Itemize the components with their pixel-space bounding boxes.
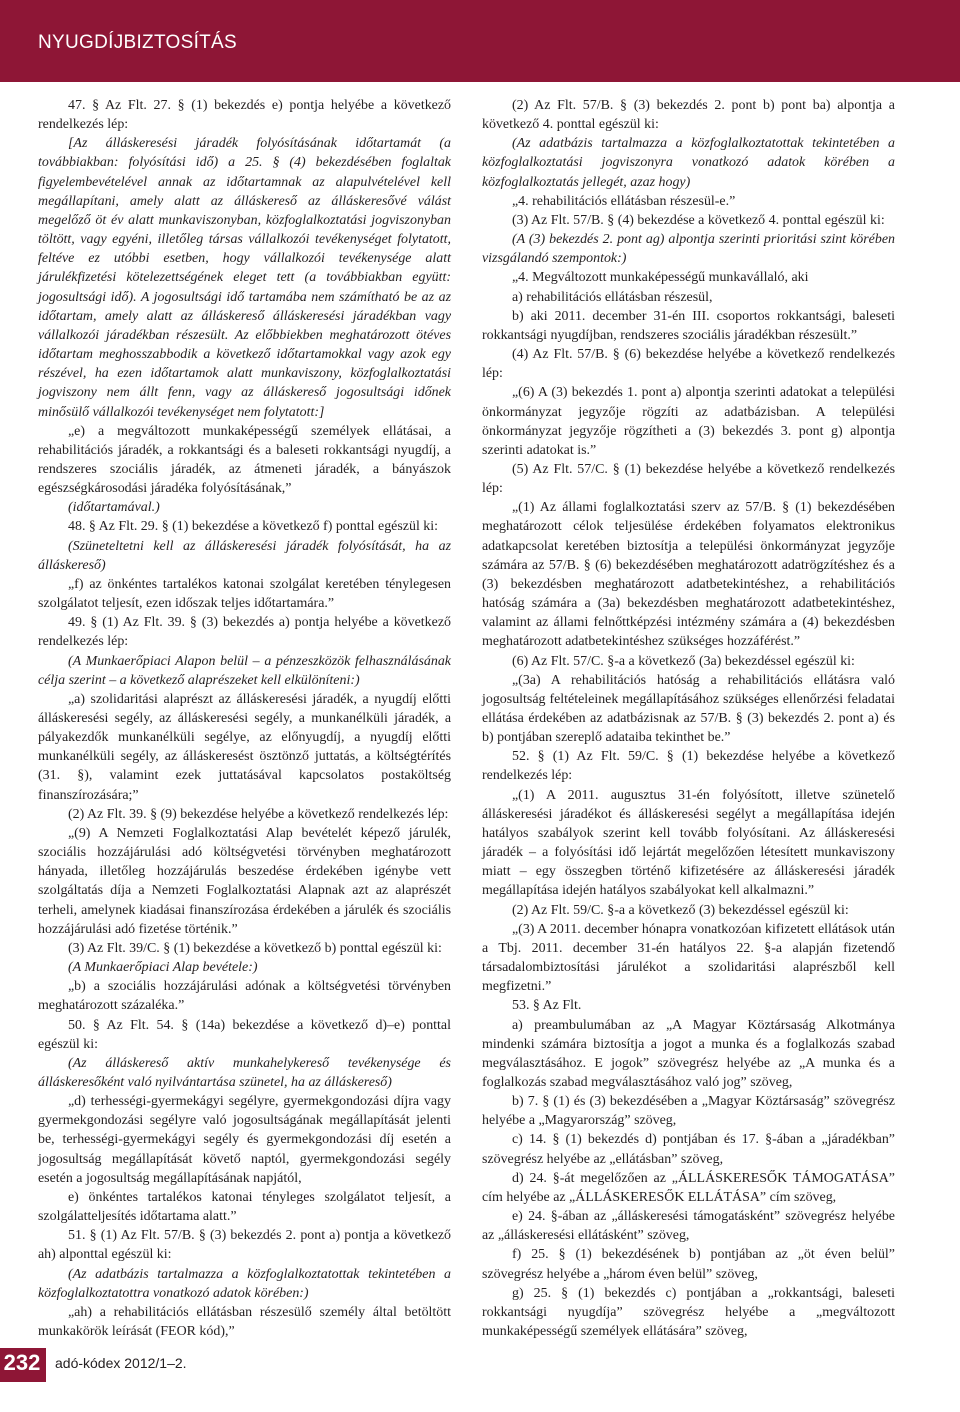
paragraph: 48. § Az Flt. 29. § (1) bekezdése a következő f) ponttal egészül ki:: [68, 519, 439, 535]
paragraph: e) önkéntes tartalékos katonai tényleges szolgálatot teljesít, a szolgálatteljesítés időtartama alatt.”: [38, 1189, 451, 1225]
paragraph: „f) az önkéntes tartalékos katonai szolgálat keretében ténylegesen szolgálatot teljesít, ezen időszak teljes időtartamára.”: [38, 576, 451, 612]
page-number: 232: [3, 1350, 41, 1375]
paragraph: (Az adatbázis tartalmazza a közfoglalkoztatottak tekintetében a közfoglalkoztatási jogviszonyra vonatkozó adatok körében a közfoglalkoztatás jellegét, azaz hogy): [482, 136, 895, 190]
paragraph: (2) Az Flt. 39. § (9) bekezdése helyébe a következő rendelkezés lép:: [68, 806, 449, 822]
paragraph: 49. § (1) Az Flt. 39. § (3) bekezdés a) pontja helyébe a következő rendelkezés lép:: [38, 615, 451, 650]
paragraph: (Az álláskereső aktív munkahelykereső tevékenysége és álláskeresőként való nyilvántartása szünetel, ha az álláskereső): [38, 1055, 451, 1090]
paragraph: d) 24. §-át megelőzően az „ÁLLÁSKERESŐK TÁMOGATÁSA” cím helyébe az „ÁLLÁSKERESŐK ELLÁTÁSA” cím szöveg,: [482, 1170, 895, 1205]
paragraph: (Szüneteltetni kell az álláskeresési járadék folyósítását, ha az álláskereső): [38, 538, 451, 573]
paragraph: (A Munkaerőpiaci Alap bevétele:): [68, 960, 258, 976]
paragraph: (2) Az Flt. 59/C. §-a a következő (3) bekezdéssel egészül ki:: [512, 902, 849, 918]
paragraph: „(3) A 2011. december hónapra vonatkozóan kifizetett ellátások után a Tbj. 2011. december 31-én hatályos 22. §-a alapján fizetendő társadalombiztosítási járulékot a szolidaritási alaprészből kell megfizetni.”: [482, 921, 896, 995]
text-column-right: [482, 96, 895, 1341]
paragraph: [Az álláskeresési járadék folyósításának időtartamát (a továbbiakban: folyósítási idő) a 25. § (4) bekezdésében foglaltak figyelembevételével annak az időtartamnak az alapulvételével kell megállapítani, amely alatt az álláskereső az álláskeresővé válást megelőző öt év alatt munkaviszonyban, közfoglalkoztatási jogviszonyban töltött, vagy egyéni, illetőleg társas vállalkozói tevékenységet folytatott, feltéve ez utóbbi esetben, hogy vállalkozói tevékenysége alatt járulékfizetési kötelezettségének eleget tett (a továbbiakban együtt: jogosultsági idő). A jogosultsági idő tartamába nem számítható be az az időtartam, amely alatt az álláskereső álláskeresési járadékban vagy vállalkozói járadékban részesült. Az előbbiekben meghatározott ötéves időtartam meghosszabbodik a következő időtartamokkal vagy azok egy részével, ha ezen időtartamok alatt munkaviszony, közfoglalkoztatási jogviszony nem állt fenn, vagy az álláskereső jogosultsági időnek minősülő vállalkozói tevékenységet nem folytatott:]: [38, 136, 451, 420]
paragraph: „e) a megváltozott munkaképességű személyek ellátásai, a rehabilitációs járadék, a rokkantsági és a baleseti rokkantsági nyugdíj, a rendszeres szociális járadék, az átmeneti járadék, a bányászok egészségkárosodási járadéka folyósításának,”: [38, 423, 451, 497]
paragraph: 52. § (1) Az Flt. 59/C. § (1) bekezdése helyébe a következő rendelkezés lép:: [482, 749, 895, 784]
paragraph: „(3a) A rehabilitációs hatóság a rehabilitációs ellátásra való jogosultság feltételeinek megállapításához szükséges ellenőrzési feladatai ellátása érdekében az adatbázisnak az 57/B. § (3) bekezdés 2. pont a) és b) pontjában szereplő adataiba tekinthet be.”: [482, 672, 895, 746]
paragraph: „ah) a rehabilitációs ellátásban részesülő személy által betöltött munkakörök leírását (FEOR kód),”: [38, 1304, 451, 1339]
paragraph: „(1) A 2011. augusztus 31-én folyósított, illetve szünetelő álláskeresési járadékot és álláskeresési segélyt a megállapítása idején hatályos szabályok szerint kell tovább folyósítani. Az álláskeresési járadék – a folyósítási idő lejártát megelőzően létesített munkaviszony miatt – egy összegben történő kifizetésére az álláskeresési járadék megállapítása idején hatályos szabályokat kell alkalmazni.”: [482, 787, 895, 899]
paragraph: 47. § Az Flt. 27. § (1) bekezdés e) pontja helyébe a következő rendelkezés lép:: [38, 98, 451, 133]
text-column-left: [38, 96, 451, 1341]
paragraph: „(1) Az állami foglalkoztatási szerv az 57/B. § (1) bekezdésében meghatározott célok teljesülése érdekében folyamatos elektronikus adatkapcsolat keretében biztosítja a települési önkormányzat jegyzője számára az 57/B. § (6) bekezdésében meghatározott adatrögzítéshez és a (3) bekezdésben meghatározott adatbetekintéshez, a rehabilitációs hatóság számára a (3a) bekezdésben meghatározott adatbetekintéshez, valamint az állami felnőttképzési intézmény számára a (4) bekezdésben meghatározott adatbetekintéshez szükséges hozzáférést.”: [482, 500, 895, 650]
paragraph: „4. rehabilitációs ellátásban részesül-e.”: [512, 193, 736, 209]
paragraph: „b) a szociális hozzájárulási adónak a költségvetési törvényben meghatározott százaléka.”: [38, 979, 451, 1014]
publication-name: adó-kódex 2012/1–2.: [55, 1355, 187, 1371]
paragraph: „a) szolidaritási alaprészt az álláskeresési járadék, a nyugdíj előtti álláskeresési segély, az álláskeresési segély, a munkanélküli járadék, a pályakezdők munkanélküli segélye, az előnyugdíj, a nyugdíj előtti munkanélküli segély, az álláskeresést ösztönző juttatás, a költségtérítés (31. §), valamint ezek juttatásával kapcsolatos postaköltség finanszírozására;”: [38, 691, 451, 803]
paragraph: (6) Az Flt. 57/C. §-a a következő (3a) bekezdéssel egészül ki:: [512, 653, 855, 669]
paragraph: 51. § (1) Az Flt. 57/B. § (3) bekezdés 2. pont a) pontja a következő ah) alponttal egészül ki:: [38, 1228, 451, 1263]
page-header: [0, 0, 960, 82]
paragraph: e) 24. §-ában az „álláskeresési támogatásként” szövegrész helyébe az „álláskeresési ellátásként” szöveg,: [482, 1209, 895, 1244]
paragraph: „(6) A (3) bekezdés 1. pont a) alpontja szerinti adatokat a települési önkormányzat jegyzője rögzíti az adatbázisban. A települési önkormányzat jegyzője rögzítheti a (3) bekezdés 3. pont g) alpontja szerinti adatokat is.”: [482, 385, 895, 458]
paragraph: „4. Megváltozott munkaképességű munkavállaló, aki: [512, 270, 809, 286]
paragraph: (időtartamával.): [68, 500, 160, 516]
paragraph: (3) Az Flt. 39/C. § (1) bekezdése a következő b) ponttal egészül ki:: [68, 940, 442, 956]
paragraph: 50. § Az Flt. 54. § (14a) bekezdése a következő d)–e) ponttal egészül ki:: [38, 1017, 451, 1052]
paragraph: (A (3) bekezdés 2. pont ag) alpontja szerinti prioritási szint körében vizsgálandó szempontok:): [482, 232, 895, 267]
paragraph: a) preambulumában az „A Magyar Köztársaság Alkotmánya mindenki számára biztosítja a jogot a munka és a foglalkozás szabad megválasztásához. E jogok” szövegrész helyébe az „A munka és a foglalkozás szabad megválasztásához való jog” szöveg,: [482, 1017, 895, 1090]
paragraph: 53. § Az Flt.: [512, 998, 582, 1014]
paragraph: a) rehabilitációs ellátásban részesül,: [512, 289, 713, 305]
paragraph: g) 25. § (1) bekezdés c) pontjában a „rokkantsági, baleseti rokkantsági nyugdíja” szövegrész helyébe a „megváltozott munkaképességű személyek ellátására” szöveg,: [482, 1285, 895, 1339]
paragraph: „(9) A Nemzeti Foglalkoztatási Alap bevételét képező járulék, szociális hozzájárulási adó költségvetési törvényben meghatározott hányada, illetőleg hozzájárulás beszedése érdekében igénybe vett szolgáltatás díja a Nemzeti Foglalkoztatási Alapnak azt az alaprészét terheli, amelynek kiadásai finanszírozása érdekében a járulék és szociális hozzájárulási adó fizetése történik.”: [38, 825, 451, 937]
paragraph: (5) Az Flt. 57/C. § (1) bekezdése helyébe a következő rendelkezés lép:: [482, 461, 895, 497]
paragraph: (2) Az Flt. 57/B. § (3) bekezdés 2. pont b) pont ba) alpontja a következő 4. ponttal egészül ki:: [482, 98, 895, 133]
section-title: NYUGDÍJBIZTOSÍTÁS: [38, 32, 237, 53]
paragraph: „d) terhességi-gyermekágyi segélyre, gyermekgondozási díjra vagy gyermekgondozási segélyre való jogosultságának megállapítását jelenti be, terhességi-gyermekágyi segély és gyermekgondozási díj esetén a jogosultság megállapítását követő naptól, gyermekgondozási segély esetén a jogosultság megállapításának napjától,: [38, 1094, 451, 1186]
paragraph: (Az adatbázis tartalmazza a közfoglalkoztatottak tekintetében a közfoglalkoztatottra vonatkozó adatok körében:): [38, 1266, 451, 1301]
paragraph: (4) Az Flt. 57/B. § (6) bekezdése helyébe a következő rendelkezés lép:: [482, 347, 895, 382]
paragraph: c) 14. § (1) bekezdés d) pontjában és 17. §-ában a „járadékban” szövegrész helyébe az „ellátásban” szöveg,: [482, 1132, 895, 1167]
paragraph: (A Munkaerőpiaci Alapon belül – a pénzeszközök felhasználásának célja szerint – a következő alaprészeket kell elkülöníteni:): [38, 653, 451, 688]
paragraph: (3) Az Flt. 57/B. § (4) bekezdése a következő 4. ponttal egészül ki:: [512, 212, 885, 228]
paragraph: f) 25. § (1) bekezdésének b) pontjában az „öt éven belül” szövegrész helyébe a „három éven belül” szöveg,: [482, 1247, 895, 1282]
paragraph: b) aki 2011. december 31-én III. csoportos rokkantsági, baleseti rokkantsági nyugdíjban, rendszeres szociális járadékban részesült.”: [482, 308, 895, 343]
paragraph: b) 7. § (1) és (3) bekezdésében a „Magyar Köztársaság” szövegrész helyébe a „Magyarország” szöveg,: [482, 1094, 895, 1129]
